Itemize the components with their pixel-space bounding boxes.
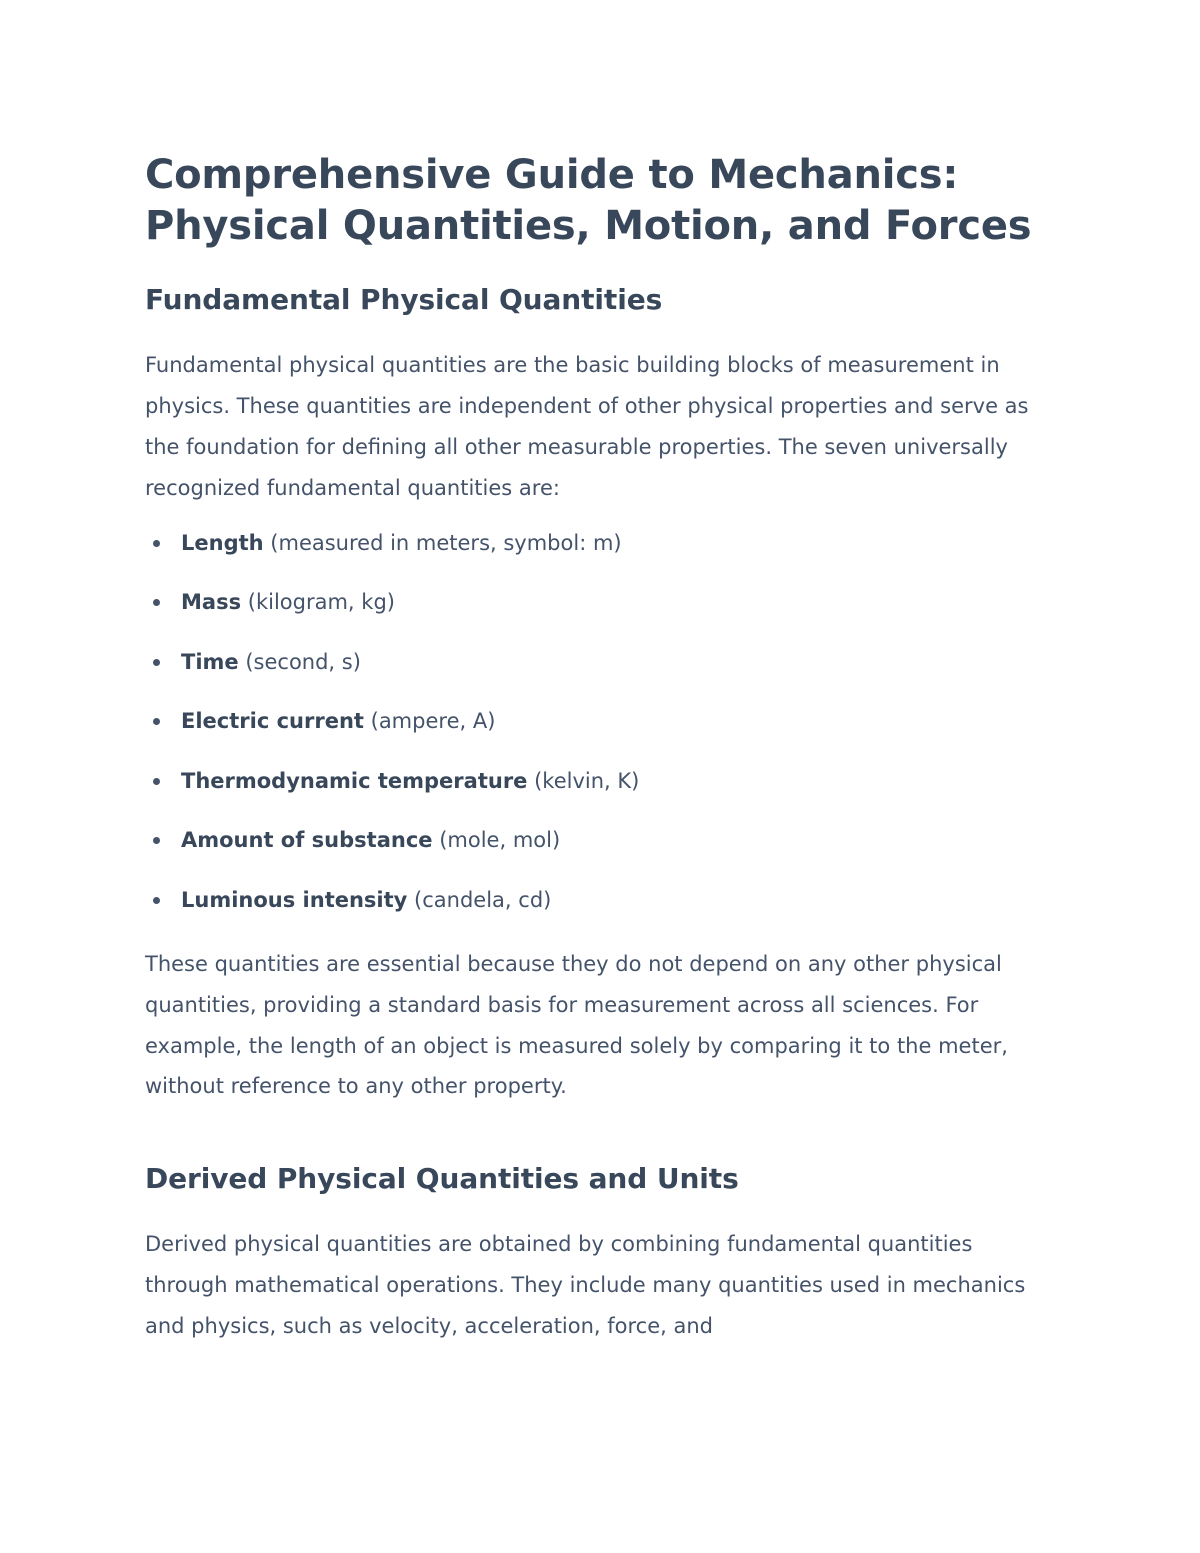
list-item-term: Time xyxy=(181,649,239,674)
list-item-term: Thermodynamic temperature xyxy=(181,768,528,793)
list-item-detail: (second, s) xyxy=(245,649,361,674)
list-item xyxy=(145,884,1055,918)
section-heading-derived-physical-quantities-and-units: Derived Physical Quantities and Units xyxy=(145,1162,739,1196)
fundamental-quantities-list xyxy=(145,527,1055,918)
list-item-detail: (kelvin, K) xyxy=(534,768,640,793)
list-item xyxy=(145,705,1055,739)
list-item xyxy=(145,765,1055,799)
section-heading-fundamental-physical-quantities: Fundamental Physical Quantities xyxy=(145,283,663,317)
list-item-detail: (measured in meters, symbol: m) xyxy=(270,530,622,555)
list-item-detail: (mole, mol) xyxy=(439,828,561,853)
list-item-detail: (kilogram, kg) xyxy=(247,590,395,615)
list-item xyxy=(145,527,1055,561)
section-intro-paragraph: Fundamental physical quantities are the basic building blocks of measurement in physics. These quantities are independent of other physical properties and serve as the foundation for defining all other measurable properties. The seven universally recognized fundamental quantities are: xyxy=(145,352,1029,500)
list-item-term: Length xyxy=(181,530,264,555)
list-item xyxy=(145,824,1055,858)
list-item-term: Luminous intensity xyxy=(181,888,408,913)
list-item-detail: (ampere, A) xyxy=(370,709,496,734)
list-item-term: Amount of substance xyxy=(181,828,433,853)
list-item-detail: (candela, cd) xyxy=(414,888,552,913)
list-item xyxy=(145,586,1055,620)
list-item-term: Electric current xyxy=(181,709,364,734)
list-item xyxy=(145,646,1055,680)
derived-section-paragraph: Derived physical quantities are obtained by combining fundamental quantities through mathematical operations. They include many quantities used in mechanics and physics, such as velocity, acceleration, force, and xyxy=(145,1231,1026,1338)
list-item-term: Mass xyxy=(181,590,242,615)
page-title: Comprehensive Guide to Mechanics: Physical Quantities, Motion, and Forces xyxy=(145,152,1032,250)
section-outro-paragraph: These quantities are essential because they do not depend on any other physical quantities, providing a standard basis for measurement across all sciences. For example, the length of an object is measured solely by comparing it to the meter, without reference to any other property. xyxy=(145,951,1008,1099)
